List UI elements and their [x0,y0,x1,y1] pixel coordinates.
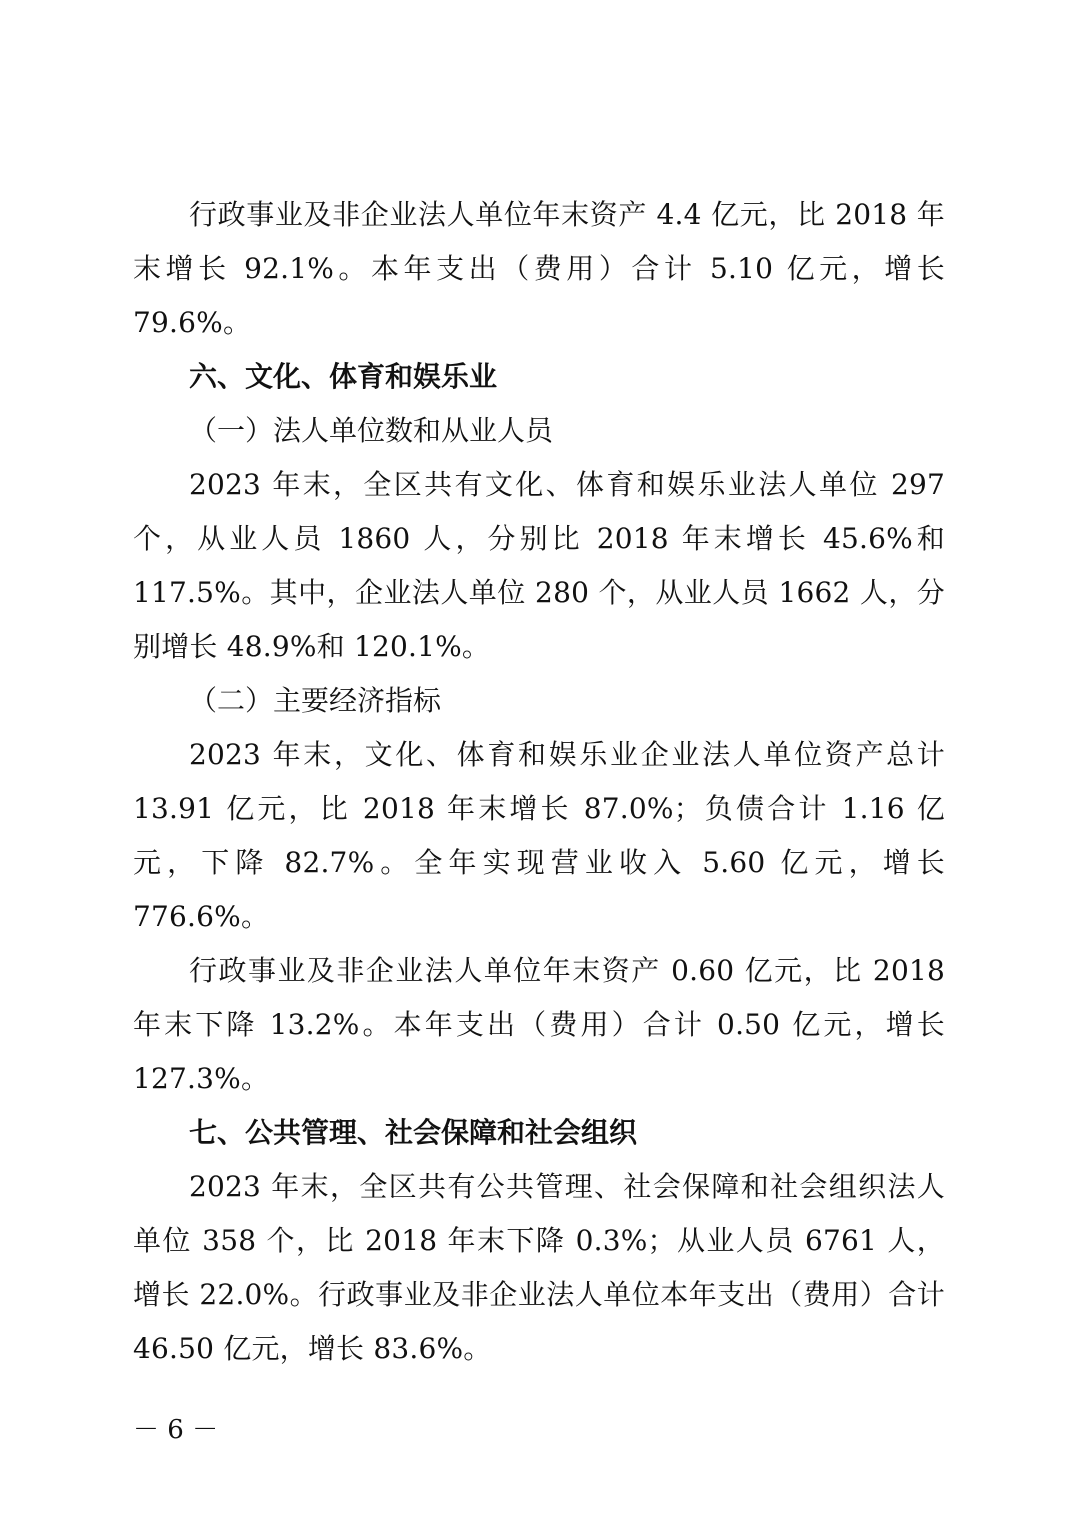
section-heading-culture-sports: 六、文化、体育和娱乐业 [189,360,498,393]
section-heading-public-management: 七、公共管理、社会保障和社会组织 [189,1116,638,1149]
subheading-units-and-employees: （一）法人单位数和从业人员 [189,414,554,447]
paragraph-culture-units-employees: 2023 年末，全区共有文化、体育和娱乐业法人单位 297 个，从业人员 1860 人，分别比 2018 年末增长 45.6%和 117.5%。其中，企业法人单位 280 个，从业人员 1662 人，分别增长 48.9%和 120.1%。 [133,468,945,663]
document-body [133,188,945,1376]
paragraph-admin-assets-summary: 行政事业及非企业法人单位年末资产 4.4 亿元，比 2018 年末增长 92.1%。本年支出（费用）合计 5.10 亿元，增长 79.6%。 [133,198,945,339]
paragraph-public-management-summary: 2023 年末，全区共有公共管理、社会保障和社会组织法人单位 358 个，比 2018 年末下降 0.3%；从业人员 6761 人，增长 22.0%。行政事业及非企业法人单位本年支出（费用）合计 46.50 亿元，增长 83.6%。 [133,1170,945,1365]
paragraph-culture-economic-indicators: 2023 年末，文化、体育和娱乐业企业法人单位资产总计 13.91 亿元，比 2018 年末增长 87.0%；负债合计 1.16 亿元，下降 82.7%。全年实现营业收入 5.60 亿元，增长 776.6%。 [133,738,945,933]
paragraph-culture-admin-assets: 行政事业及非企业法人单位年末资产 0.60 亿元，比 2018 年末下降 13.2%。本年支出（费用）合计 0.50 亿元，增长 127.3%。 [133,954,945,1095]
page-number: － 6 － [133,1415,219,1445]
subheading-economic-indicators: （二）主要经济指标 [189,684,442,717]
